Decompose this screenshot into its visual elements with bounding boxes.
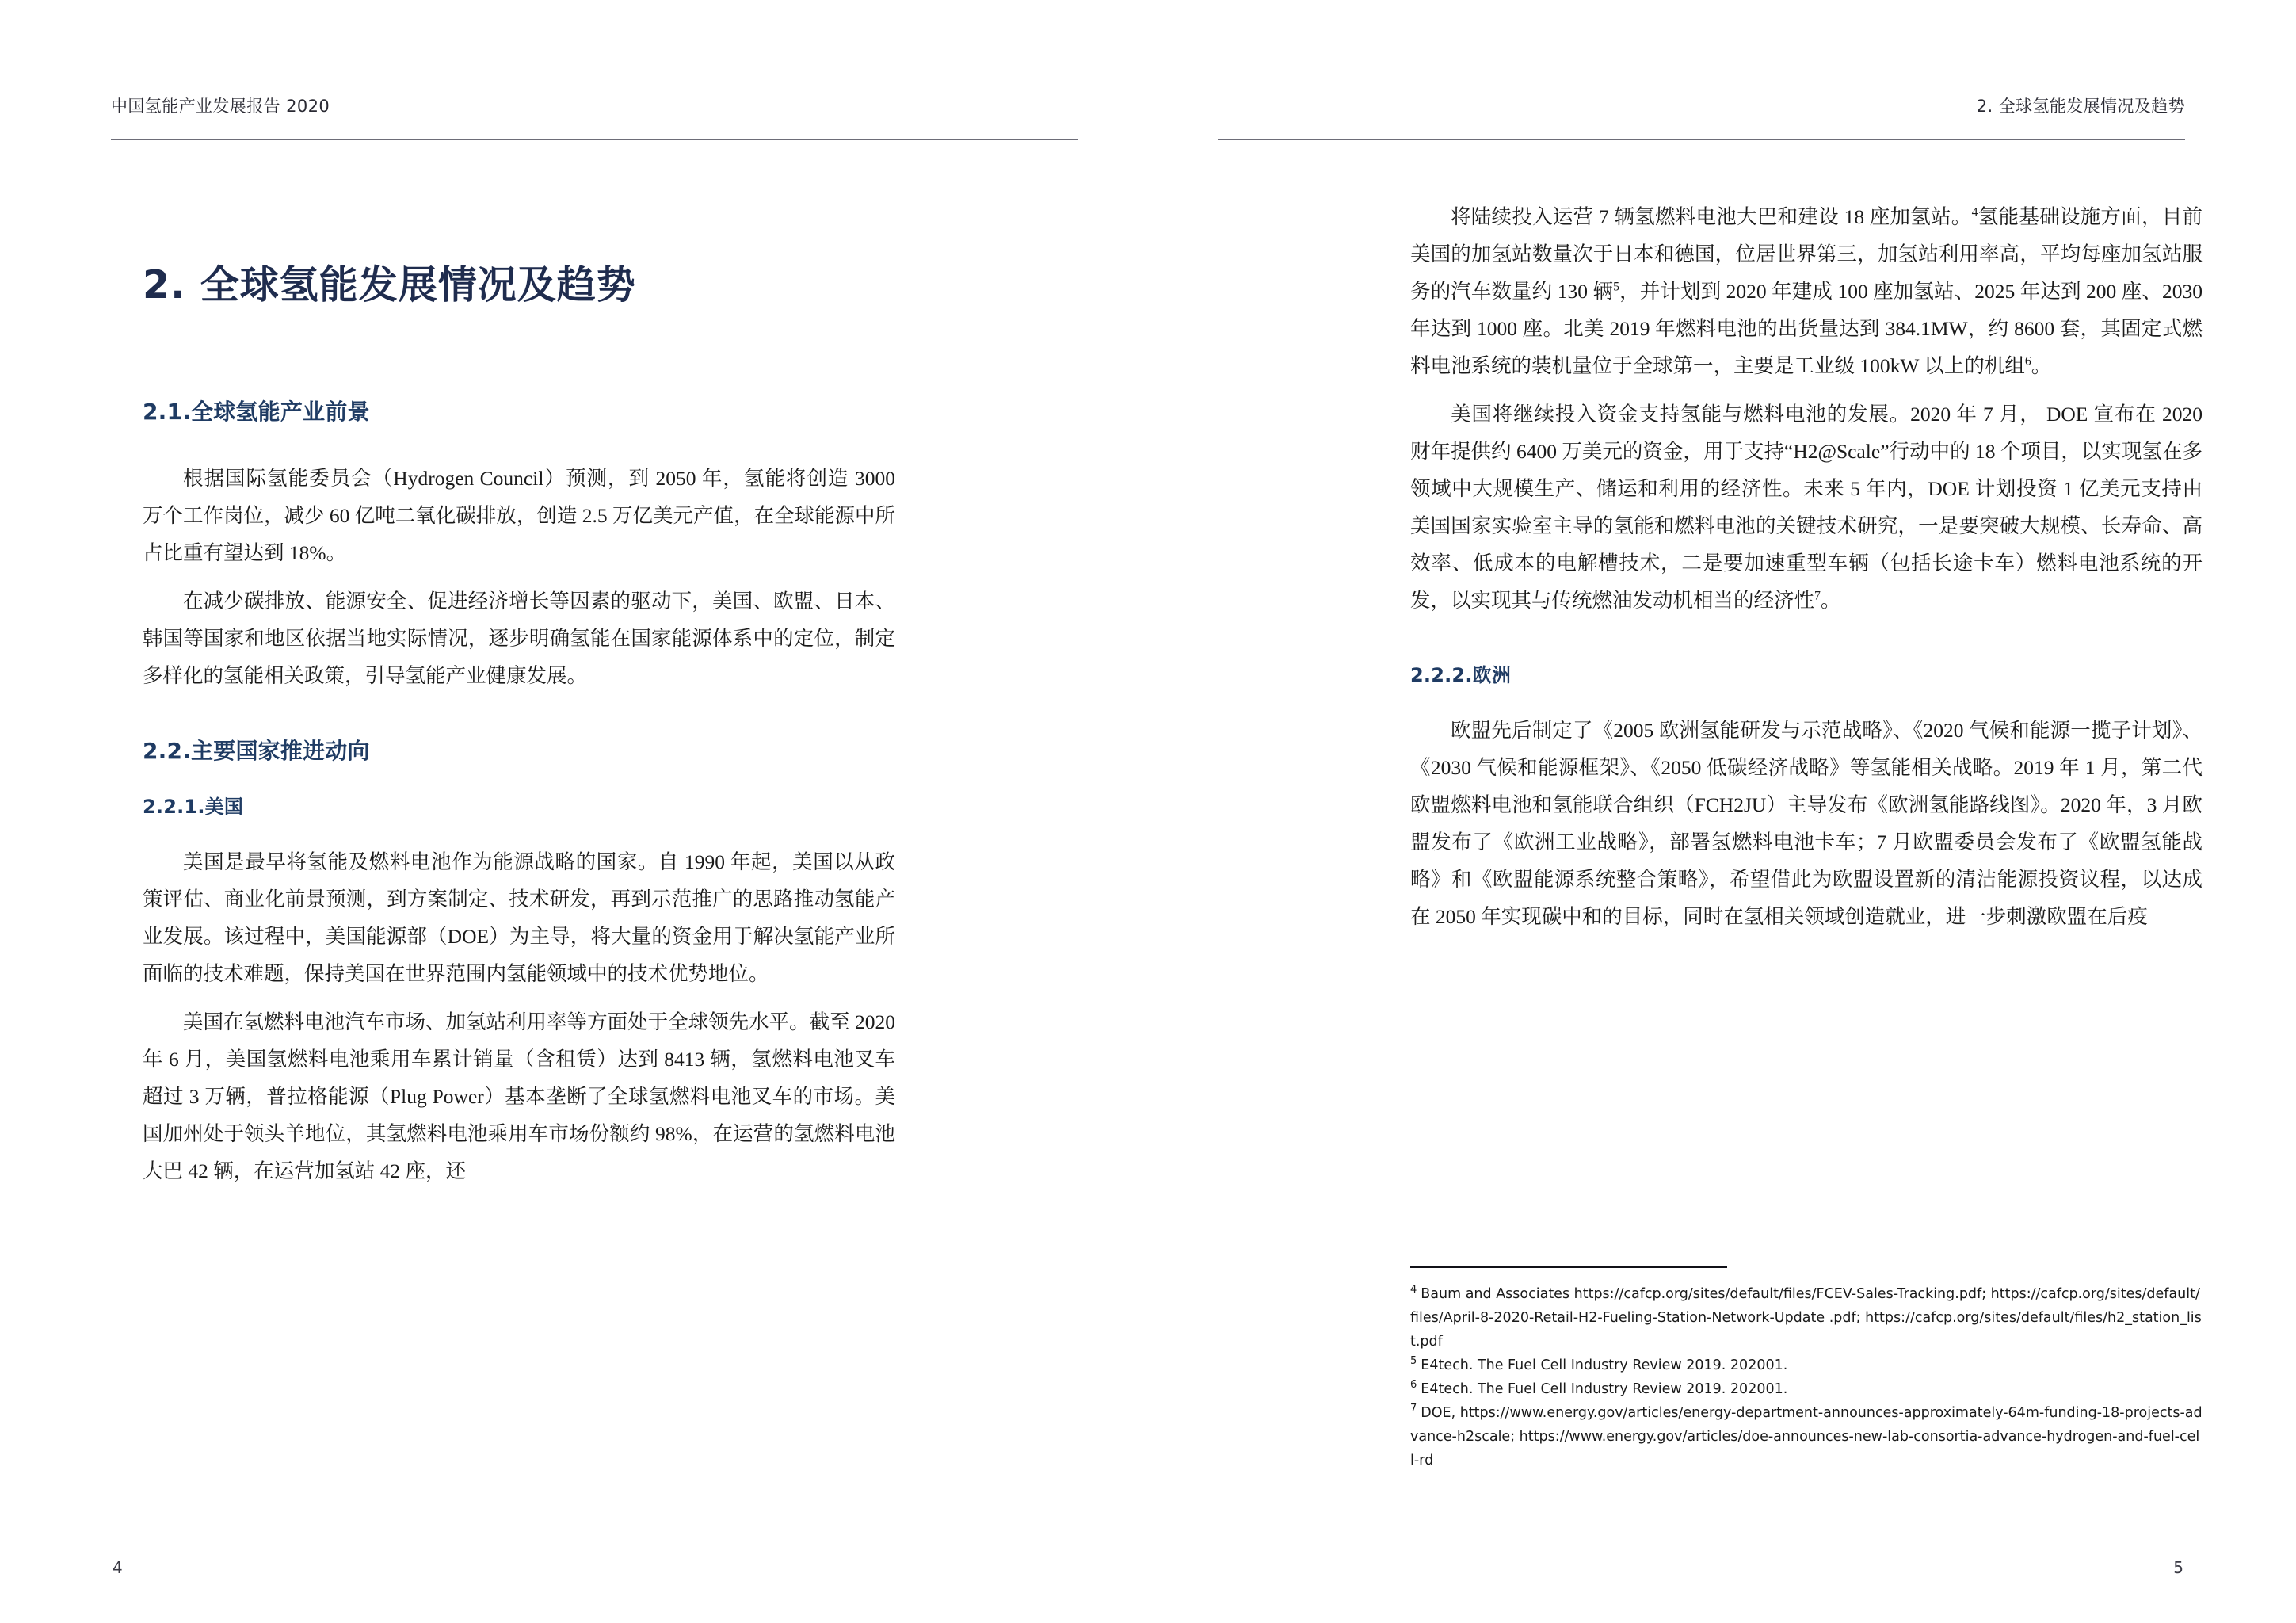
footnote-item <box>1410 1354 2203 1377</box>
footnote-number: 4 <box>1410 1284 1417 1296</box>
running-head-left: 中国氢能产业发展报告 2020 <box>111 97 330 116</box>
spacer <box>143 819 895 843</box>
footnote-ref-6: 6 <box>2024 354 2031 369</box>
footnote-item <box>1410 1377 2203 1401</box>
paragraph-usa-2: 美国在氢燃料电池汽车市场、加氢站利用率等方面处于全球领先水平。截至 2020 年 6 月，美国氢燃料电池乘用车累计销量（含租赁）达到 8413 辆，氢燃料电池叉车超过 3 万辆，普拉格能源（Plug Power）基本垄断了全球氢燃料电池叉车的市场。美国加州处于领头羊地位，其氢燃料电池乘用车市场份额约 98%，在运营的氢燃料电池大巴 42 辆，在运营加氢站 42 座，还 <box>143 1010 895 1182</box>
right-page <box>1148 0 2296 1623</box>
spacer <box>143 694 895 737</box>
spacer <box>143 309 895 398</box>
paragraph-usa-3 <box>1410 198 2203 384</box>
text-run: 氢能基础设施方面，目前美国的加氢站数量次于日本和德国，位居世界第三，加氢站利用率高，平均每座加氢站服务的汽车数量约 130 辆 <box>1410 205 2203 303</box>
spacer <box>143 571 895 582</box>
footnote-number: 6 <box>1410 1379 1417 1392</box>
footnote-number: 5 <box>1410 1355 1417 1368</box>
paragraph-global-outlook-2: 在减少碳排放、能源安全、促进经济增长等因素的驱动下，美国、欧盟、日本、韩国等国家和地区依据当地实际情况，逐步明确氢能在国家能源体系中的定位，制定多样化的氢能相关政策，引导氢能产业健康发展。 <box>143 590 895 688</box>
spacer <box>1410 688 2203 712</box>
left-text-column <box>143 262 895 1190</box>
text-run: 美国将继续投入资金支持氢能与燃料电池的发展。2020 年 7 月， DOE 宣布在 2020 财年提供约 6400 万美元的资金，用于支持“H2@Scale”行动中的 18 个项目，以实现氢在多领域中大规模生产、储运和利用的经济性。未来 5 年内，DOE 计划投资 1 亿美元支持由美国国家实验室主导的氢能和燃料电池的关键技术研究，一是要突破大规模、长寿命、高效率、低成本的电解槽技术，二是要加速重型车辆（包括长途卡车）燃料电池系统的开发，以实现其与传统燃油发动机相当的经济性 <box>1410 403 2203 612</box>
heading-2-2: 2.2.主要国家推进动向 <box>143 738 370 765</box>
footnote-ref-5: 5 <box>1613 280 1620 294</box>
footnote-ref-7: 7 <box>1814 589 1821 603</box>
footnotes <box>1410 1266 2203 1472</box>
spacer <box>1410 384 2203 395</box>
spacer <box>143 992 895 1003</box>
chapter-title: 2. 全球氢能发展情况及趋势 <box>143 262 636 307</box>
text-run: 。 <box>1820 589 1841 612</box>
header-rule-right <box>1218 139 2185 140</box>
heading-2-1: 2.1.全球氢能产业前景 <box>143 398 370 425</box>
footnote-separator-rule <box>1410 1266 1727 1268</box>
paragraph-europe-1: 欧盟先后制定了《2005 欧洲氢能研发与示范战略》、《2020 气候和能源一揽子计划》、《2030 气候和能源框架》、《2050 低碳经济战略》等氢能相关战略。2019 年 1 月，第二代欧盟燃料电池和氢能联合组织（FCH2JU）主导发布《欧洲氢能路线图》。2020 年，3 月欧盟发布了《欧洲工业战略》，部署氢燃料电池卡车；7 月欧盟委员会发布了《欧盟氢能战略》和《欧盟能源系统整合策略》，希望借此为欧盟设置新的清洁能源投资议程，以达成在 2050 年实现碳中和的目标，同时在氢相关领域创造就业，进一步刺激欧盟在后疫 <box>1410 719 2203 929</box>
footnote-number: 7 <box>1410 1403 1417 1415</box>
text-run: 将陆续投入运营 7 辆氢燃料电池大巴和建设 18 座加氢站。 <box>1451 205 1972 228</box>
text-run: 。 <box>2031 354 2052 377</box>
header-rule-left <box>111 139 1078 140</box>
heading-2-2-2-europe: 2.2.2.欧洲 <box>1410 664 1512 686</box>
footnote-text: Baum and Associates https://cafcp.org/sites/default/files/FCEV-Sales-Tracking.pdf; https://cafcp.org/sites/default/files/April-8-2020-Retail-H2-Fueling-Station-Network-Update .pdf; https://cafcp.org/sites/default/files/h2_station_list.pdf <box>1410 1286 2202 1350</box>
footnote-text: E4tech. The Fuel Cell Industry Review 2019. 202001. <box>1421 1358 1788 1373</box>
right-text-column <box>1410 198 2203 935</box>
page-number-right: 5 <box>2173 1558 2183 1577</box>
spacer <box>1410 619 2203 663</box>
footnote-ref-4: 4 <box>1971 205 1978 220</box>
footnote-item <box>1410 1401 2203 1472</box>
footnote-item <box>1410 1282 2203 1354</box>
running-head-right: 2. 全球氢能发展情况及趋势 <box>1976 97 2185 116</box>
heading-2-2-1-usa: 2.2.1.美国 <box>143 795 244 818</box>
spacer <box>143 766 895 795</box>
spacer <box>143 426 895 460</box>
paragraph-global-outlook-1: 根据国际氢能委员会（Hydrogen Council）预测，到 2050 年，氢能将创造 3000 万个工作岗位，减少 60 亿吨二氧化碳排放，创造 2.5 万亿美元产值，在全球能源中所占比重有望达到 18%。 <box>143 467 895 565</box>
page-number-left: 4 <box>113 1558 123 1577</box>
footnote-text: E4tech. The Fuel Cell Industry Review 2019. 202001. <box>1421 1381 1788 1397</box>
paragraph-usa-4 <box>1410 395 2203 619</box>
footnote-text: DOE, https://www.energy.gov/articles/energy-department-announces-approximately-64m-funding-18-projects-advance-h2scale; https://www.energy.gov/articles/doe-announces-new-lab-consortia-advance-hydrogen-and-fuel-cell-rd <box>1410 1405 2203 1468</box>
paragraph-usa-1: 美国是最早将氢能及燃料电池作为能源战略的国家。自 1990 年起，美国以从政策评估、商业化前景预测，到方案制定、技术研发，再到示范推广的思路推动氢能产业发展。该过程中，美国能源部（DOE）为主导，将大量的资金用于解决氢能产业所面临的技术难题，保持美国在世界范围内氢能领域中的技术优势地位。 <box>143 850 895 985</box>
text-run: ，并计划到 2020 年建成 100 座加氢站、2025 年达到 200 座、2030 年达到 1000 座。北美 2019 年燃料电池的出货量达到 384.1MW，约 8600 套，其固定式燃料电池系统的装机量位于全球第一，主要是工业级 100kW 以上的机组 <box>1410 280 2203 377</box>
